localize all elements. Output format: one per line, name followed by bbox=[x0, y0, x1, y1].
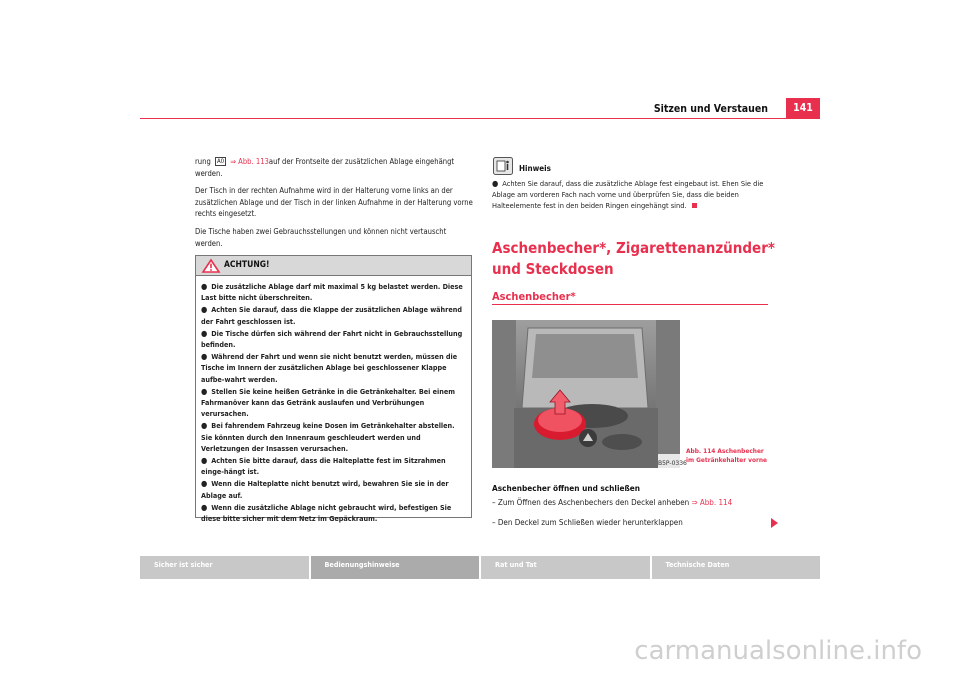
end-marker-icon bbox=[692, 203, 697, 208]
footer-tab-bedienung[interactable]: Bedienungshinweise bbox=[311, 556, 480, 579]
paragraph-tables-mount: Der Tisch in der rechten Aufnahme wird in der Halterung vorne links an der zusätzlichen Ablage und der Tisch in der linken Aufnahme in der Halterung vorne rechts eingesetzt. bbox=[195, 186, 473, 219]
figure-link-113[interactable]: ⇒ Abb. 113 bbox=[230, 157, 269, 166]
footer-nav bbox=[140, 556, 820, 579]
warning-box bbox=[195, 255, 472, 524]
warning-item: ● Bei fahrendem Fahrzeug keine Dosen im Getränkehalter abstellen. Sie könnten durch den Innenraum geschleudert werden und Verletzungen der Insassen verursachen. bbox=[201, 421, 455, 453]
intro-paragraph bbox=[195, 156, 473, 179]
figure-caption: Abb. 114 Aschenbecher im Getränkehalter vorne bbox=[686, 447, 768, 464]
section-title: Aschenbecher*, Zigarettenanzünder* und Steckdosen bbox=[492, 239, 775, 278]
steps-title: Aschenbecher öffnen und schließen bbox=[492, 483, 640, 493]
warning-list bbox=[196, 276, 471, 524]
info-note-icon bbox=[493, 157, 513, 175]
header-title: Sitzen und Verstauen bbox=[653, 103, 768, 115]
footer-tab-sicher[interactable]: Sicher ist sicher bbox=[140, 556, 309, 579]
warning-header bbox=[196, 256, 471, 276]
continue-arrow-icon bbox=[771, 518, 778, 528]
footer-tab-technik[interactable]: Technische Daten bbox=[652, 556, 821, 579]
header-rule bbox=[140, 118, 820, 119]
note-title: Hinweis bbox=[519, 164, 551, 173]
intro-prefix: rung bbox=[195, 157, 211, 166]
warning-item: ● Die zusätzliche Ablage darf mit maximal 5 kg belastet werden. Diese Last bitte nicht überschreiten. bbox=[201, 282, 463, 303]
step-close: – Den Deckel zum Schließen wieder herunterklappen bbox=[492, 518, 683, 527]
warning-triangle-icon bbox=[202, 259, 220, 273]
warning-item: ● Die Tische dürfen sich während der Fahrt nicht in Gebrauchsstellung befinden. bbox=[201, 328, 463, 350]
subsection-rule bbox=[492, 304, 768, 305]
intro-suffix: auf der Frontseite der zusätzlichen Ablage eingehängt werden. bbox=[195, 157, 455, 178]
left-column bbox=[195, 156, 473, 255]
figure-code: B5P-0336 bbox=[658, 460, 687, 467]
warning-item: ● Achten Sie bitte darauf, dass die Halteplatte fest im Sitzrahmen einge-hängt ist. bbox=[201, 456, 446, 477]
warning-item: ● Achten Sie darauf, dass die Klappe der zusätzlichen Ablage während der Fahrt geschlossen ist. bbox=[201, 305, 462, 326]
warning-item: ● Wenn die zusätzliche Ablage nicht gebraucht wird, befestigen Sie diese bitte sicher mit dem Netz im Gepäckraum. bbox=[201, 502, 452, 524]
watermark: carmanualsonline.info bbox=[634, 636, 922, 666]
ashtray-figure bbox=[492, 320, 687, 468]
step-open: – Zum Öffnen des Aschenbechers den Deckel anheben ⇒ Abb. 114 bbox=[492, 498, 733, 507]
warning-item: ● Während der Fahrt und wenn sie nicht benutzt werden, müssen die Tische im Innern der zusätzlichen Ablage bei geschlossener Klappe aufbe-wahrt werden. bbox=[201, 352, 458, 384]
warning-item: ● Stellen Sie keine heißen Getränke in die Getränkehalter. Bei einem Fahrmanöver kann das Getränk auslaufen und Verbrühungen verursachen. bbox=[201, 386, 455, 419]
subsection-title: Aschenbecher* bbox=[492, 290, 576, 303]
warning-title: ACHTUNG! bbox=[224, 260, 270, 270]
page-number: 141 bbox=[786, 98, 820, 118]
footer-tab-rat[interactable]: Rat und Tat bbox=[481, 556, 650, 579]
warning-item: ● Wenn die Halteplatte nicht benutzt wird, bewahren Sie sie in der Ablage auf. bbox=[201, 479, 449, 500]
note-body: ● Achten Sie darauf, dass die zusätzliche Ablage fest eingebaut ist. Ehen Sie die Ablage am vorderen Fach nach vorne und überprüfen Sie, dass die beiden Halteelemente fest in den beiden Ringen eingehängt sind. bbox=[492, 179, 764, 210]
ref-symbol: A0 bbox=[216, 158, 225, 165]
note-text: Achten Sie darauf, dass die zusätzliche Ablage fest eingebaut ist. Ehen Sie die Ablage am vorderen Fach nach vorne und überprüfen Sie, dass die beiden Halteelemente fest in den beiden Ringen eingehängt sind. bbox=[492, 179, 764, 210]
paragraph-tables-positions: Die Tische haben zwei Gebrauchsstellungen und können nicht vertauscht werden. bbox=[195, 226, 447, 248]
figure-link-114[interactable]: ⇒ Abb. 114 bbox=[691, 498, 733, 507]
